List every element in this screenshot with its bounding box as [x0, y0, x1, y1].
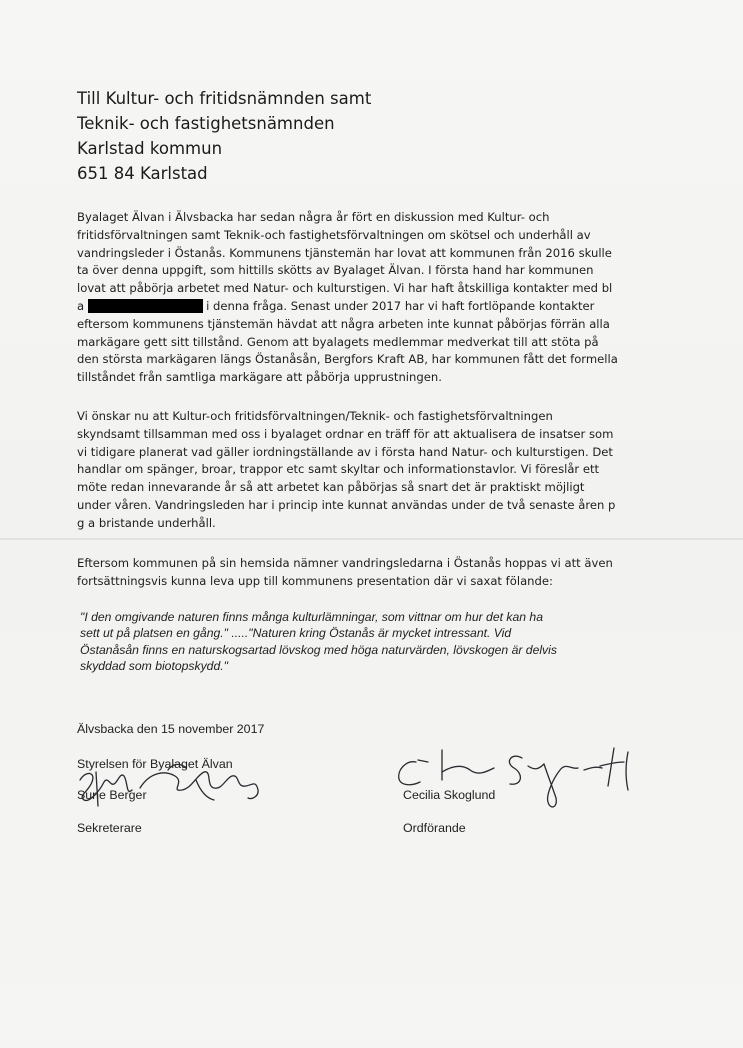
- text-line: tillståndet från samtliga markägare att påbörja upprustningen.: [77, 370, 442, 385]
- board-label: Styrelsen för Byalaget Älvan: [77, 757, 233, 771]
- right-signature-stroke: [584, 767, 602, 770]
- text-line: handlar om spänger, broar, trappor etc samt skyltar och informationstavlor. Vi föreslår ett: [77, 462, 600, 477]
- text-line: g a bristande underhåll.: [77, 515, 216, 530]
- left-signature-stroke: [196, 780, 214, 800]
- left-signature-stroke: [168, 764, 186, 770]
- left-signature-stroke: [96, 772, 98, 806]
- right-signature-stroke: [528, 764, 544, 769]
- text-line: Byalaget Älvan i Älvsbacka har sedan några år fört en diskussion med Kultur- och: [77, 210, 550, 224]
- text-line: fritidsförvaltningen samt Teknik-och fastighetsförvaltningen om skötsel och underhåll av: [77, 227, 591, 242]
- text-line: vandringsleder i Östanås. Kommunens tjänstemän har lovat att kommunen från 2016 skulle: [77, 245, 612, 260]
- right-signature-stroke: [608, 748, 614, 786]
- left-signatory-title: Sekreterare: [77, 821, 142, 835]
- text-fragment: a: [77, 298, 85, 313]
- left-signatory-name: Sune Berger: [77, 788, 147, 802]
- right-signatory-name: Cecilia Skoglund: [403, 788, 496, 802]
- text-fragment: i denna fråga. Senast under 2017 har vi haft fortlöpande kontakter: [206, 298, 595, 313]
- quote-line: Östanåsån finns en naturskogsartad lövskog med höga naturvärden, lövskogen är delvis: [80, 642, 557, 657]
- quote-line: skyddad som biotopskydd.": [80, 658, 228, 673]
- text-line: Eftersom kommunen på sin hemsida nämner vandringsledarna i Östanås hoppas vi att även: [77, 556, 613, 570]
- text-line: Vi önskar nu att Kultur-och fritidsförvaltningen/Teknik- och fastighetsförvaltningen: [77, 409, 553, 423]
- right-signature-stroke: [442, 766, 494, 773]
- text-line: skyndsamt tillsamman med oss i byalaget ordnar en träff för att aktualisera de insatser som: [77, 426, 614, 441]
- recipient-line: 651 84 Karlstad: [77, 164, 208, 183]
- quote-line: sett ut på platsen en gång." ....."Naturen kring Östanås är mycket intressant. Vid: [80, 626, 512, 641]
- text-line: den största markägaren längs Östanåsån, Bergfors Kraft AB, har kommunen fått det formella: [77, 352, 618, 367]
- recipient-line: Till Kultur- och fritidsnämnden samt: [77, 89, 372, 108]
- date-line: Älvsbacka den 15 november 2017: [77, 722, 265, 736]
- text-line: fortsättningsvis kunna leva upp till kommunens presentation där vi saxat fölande:: [77, 573, 553, 588]
- text-line: lovat att påbörja arbetet med Natur- och kulturstigen. Vi har haft åtskilliga kontakter med bl: [77, 281, 613, 296]
- text-line: möte redan innevarande år så att arbetet kan påbörjas så snart det är praktiskt möjligt: [77, 480, 585, 495]
- left-signature-stroke: [80, 773, 132, 800]
- right-signatory-title: Ordförande: [403, 821, 466, 835]
- text-line: under våren. Vandringsleden har i princip inte kunnat användas under de två senaste åren p: [77, 497, 616, 512]
- right-signature-stroke: [399, 762, 420, 785]
- text-line: vi tidigare planerat vad gäller iordningställande av i första hand Natur- och kulturstigen. Det: [77, 444, 613, 459]
- right-signature-stroke: [626, 752, 628, 790]
- right-signature-stroke: [418, 760, 428, 762]
- text-line: ta över denna uppgift, som hittills skötts av Byalaget Älvan. I första hand har kommunen: [77, 263, 594, 278]
- recipient-line: Teknik- och fastighetsnämnden: [77, 114, 335, 133]
- right-signature-stroke: [544, 764, 578, 807]
- quote-line: "I den omgivande naturen finns många kulturlämningar, som vittnar om hur det kan ha: [80, 610, 543, 624]
- right-signature-stroke: [509, 756, 522, 784]
- text-line: eftersom kommunens tjänstemän hävdat att några arbeten inte kunnat påbörjas förrän alla: [77, 316, 610, 331]
- text-line: markägare gett sitt tillstånd. Genom att byalagets medlemmar medverkat till att stöta på: [77, 334, 599, 349]
- recipient-line: Karlstad kommun: [77, 139, 223, 158]
